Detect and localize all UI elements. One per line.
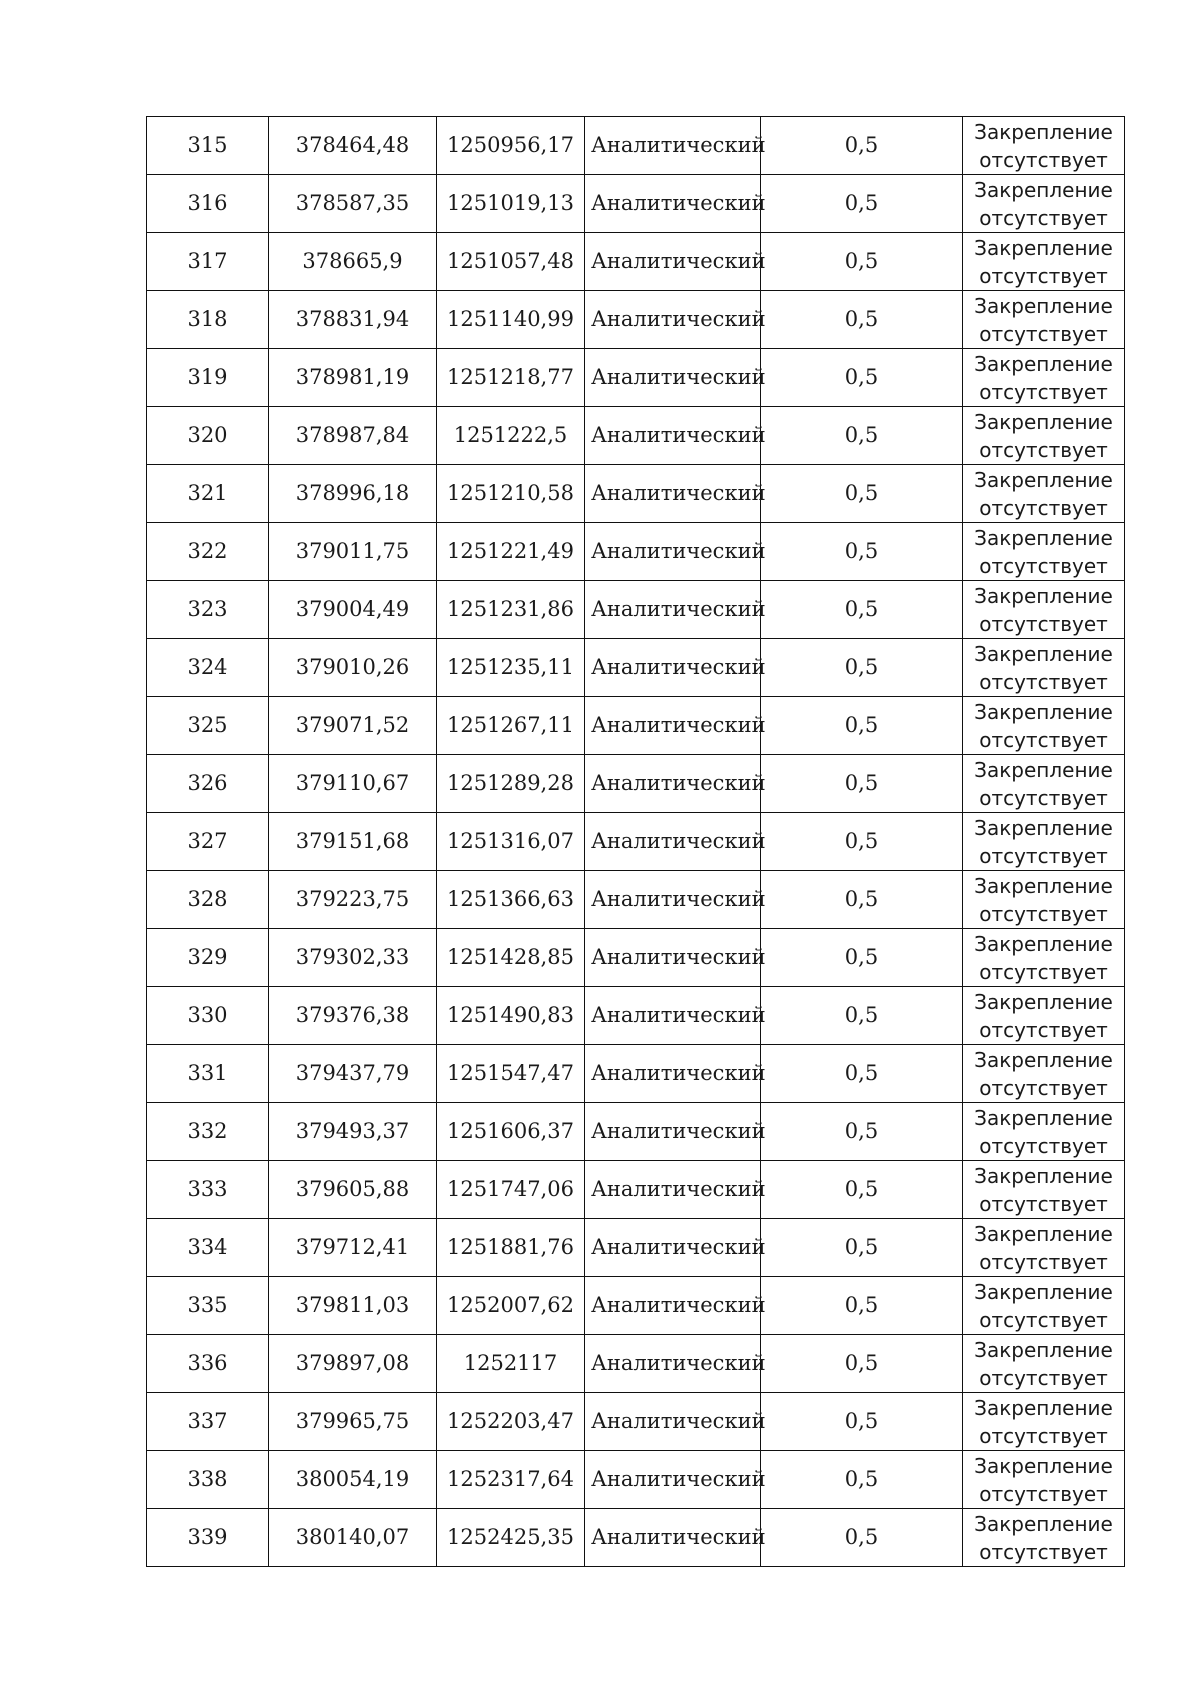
y-coordinate-cell: 1251428,85 bbox=[437, 929, 585, 987]
fixation-cell bbox=[963, 1219, 1125, 1277]
fixation-cell bbox=[963, 813, 1125, 871]
method-cell: Аналитический bbox=[585, 349, 761, 407]
point-number-cell: 338 bbox=[147, 1451, 269, 1509]
point-number-cell: 329 bbox=[147, 929, 269, 987]
fixation-line-2: отсутствует bbox=[979, 1249, 1108, 1274]
table-row bbox=[147, 1393, 1125, 1451]
method-cell: Аналитический bbox=[585, 697, 761, 755]
table-row bbox=[147, 987, 1125, 1045]
x-coordinate-cell: 379437,79 bbox=[269, 1045, 437, 1103]
x-coordinate-cell: 378981,19 bbox=[269, 349, 437, 407]
fixation-cell bbox=[963, 871, 1125, 929]
point-number-cell: 330 bbox=[147, 987, 269, 1045]
fixation-cell bbox=[963, 117, 1125, 175]
method-cell: Аналитический bbox=[585, 175, 761, 233]
point-number-cell: 334 bbox=[147, 1219, 269, 1277]
y-coordinate-cell: 1251235,11 bbox=[437, 639, 585, 697]
table-row bbox=[147, 1161, 1125, 1219]
fixation-line-2: отсутствует bbox=[979, 1133, 1108, 1158]
table-row bbox=[147, 871, 1125, 929]
precision-cell: 0,5 bbox=[761, 1277, 963, 1335]
fixation-line-1: Закрепление bbox=[974, 815, 1113, 840]
point-number-cell: 337 bbox=[147, 1393, 269, 1451]
precision-cell: 0,5 bbox=[761, 1509, 963, 1567]
fixation-line-2: отсутствует bbox=[979, 611, 1108, 636]
method-cell: Аналитический bbox=[585, 1277, 761, 1335]
precision-cell: 0,5 bbox=[761, 1045, 963, 1103]
x-coordinate-cell: 379605,88 bbox=[269, 1161, 437, 1219]
fixation-line-2: отсутствует bbox=[979, 1075, 1108, 1100]
fixation-line-2: отсутствует bbox=[979, 959, 1108, 984]
point-number-cell: 325 bbox=[147, 697, 269, 755]
point-number-cell: 332 bbox=[147, 1103, 269, 1161]
precision-cell: 0,5 bbox=[761, 1451, 963, 1509]
x-coordinate-cell: 379376,38 bbox=[269, 987, 437, 1045]
point-number-cell: 318 bbox=[147, 291, 269, 349]
y-coordinate-cell: 1252203,47 bbox=[437, 1393, 585, 1451]
method-cell: Аналитический bbox=[585, 407, 761, 465]
fixation-cell bbox=[963, 1161, 1125, 1219]
x-coordinate-cell: 379223,75 bbox=[269, 871, 437, 929]
fixation-cell bbox=[963, 1393, 1125, 1451]
fixation-line-1: Закрепление bbox=[974, 1337, 1113, 1362]
y-coordinate-cell: 1251366,63 bbox=[437, 871, 585, 929]
table-row bbox=[147, 117, 1125, 175]
point-number-cell: 322 bbox=[147, 523, 269, 581]
precision-cell: 0,5 bbox=[761, 465, 963, 523]
table-row bbox=[147, 581, 1125, 639]
fixation-cell bbox=[963, 929, 1125, 987]
fixation-line-2: отсутствует bbox=[979, 147, 1108, 172]
method-cell: Аналитический bbox=[585, 233, 761, 291]
x-coordinate-cell: 379151,68 bbox=[269, 813, 437, 871]
method-cell: Аналитический bbox=[585, 1451, 761, 1509]
precision-cell: 0,5 bbox=[761, 1161, 963, 1219]
fixation-line-2: отсутствует bbox=[979, 843, 1108, 868]
fixation-line-2: отсутствует bbox=[979, 1539, 1108, 1564]
fixation-cell bbox=[963, 175, 1125, 233]
table-row bbox=[147, 1103, 1125, 1161]
method-cell: Аналитический bbox=[585, 929, 761, 987]
fixation-line-1: Закрепление bbox=[974, 583, 1113, 608]
precision-cell: 0,5 bbox=[761, 175, 963, 233]
fixation-line-1: Закрепление bbox=[974, 351, 1113, 376]
x-coordinate-cell: 379071,52 bbox=[269, 697, 437, 755]
point-number-cell: 317 bbox=[147, 233, 269, 291]
fixation-line-1: Закрепление bbox=[974, 1105, 1113, 1130]
fixation-line-2: отсутствует bbox=[979, 1307, 1108, 1332]
point-number-cell: 335 bbox=[147, 1277, 269, 1335]
fixation-line-1: Закрепление bbox=[974, 1047, 1113, 1072]
precision-cell: 0,5 bbox=[761, 1335, 963, 1393]
method-cell: Аналитический bbox=[585, 523, 761, 581]
point-number-cell: 315 bbox=[147, 117, 269, 175]
method-cell: Аналитический bbox=[585, 1335, 761, 1393]
precision-cell: 0,5 bbox=[761, 291, 963, 349]
fixation-line-2: отсутствует bbox=[979, 1365, 1108, 1390]
precision-cell: 0,5 bbox=[761, 697, 963, 755]
y-coordinate-cell: 1251210,58 bbox=[437, 465, 585, 523]
fixation-cell bbox=[963, 581, 1125, 639]
fixation-line-1: Закрепление bbox=[974, 409, 1113, 434]
table-row bbox=[147, 755, 1125, 813]
fixation-cell bbox=[963, 1103, 1125, 1161]
y-coordinate-cell: 1252425,35 bbox=[437, 1509, 585, 1567]
precision-cell: 0,5 bbox=[761, 349, 963, 407]
table-row bbox=[147, 1509, 1125, 1567]
point-number-cell: 320 bbox=[147, 407, 269, 465]
precision-cell: 0,5 bbox=[761, 1103, 963, 1161]
method-cell: Аналитический bbox=[585, 813, 761, 871]
table-row bbox=[147, 1045, 1125, 1103]
fixation-line-2: отсутствует bbox=[979, 901, 1108, 926]
table-row bbox=[147, 639, 1125, 697]
table-row bbox=[147, 407, 1125, 465]
fixation-line-2: отсутствует bbox=[979, 553, 1108, 578]
y-coordinate-cell: 1251222,5 bbox=[437, 407, 585, 465]
fixation-line-1: Закрепление bbox=[974, 177, 1113, 202]
y-coordinate-cell: 1252007,62 bbox=[437, 1277, 585, 1335]
table-row bbox=[147, 233, 1125, 291]
method-cell: Аналитический bbox=[585, 117, 761, 175]
precision-cell: 0,5 bbox=[761, 1393, 963, 1451]
x-coordinate-cell: 378987,84 bbox=[269, 407, 437, 465]
fixation-line-1: Закрепление bbox=[974, 989, 1113, 1014]
y-coordinate-cell: 1252117 bbox=[437, 1335, 585, 1393]
precision-cell: 0,5 bbox=[761, 929, 963, 987]
y-coordinate-cell: 1250956,17 bbox=[437, 117, 585, 175]
fixation-cell bbox=[963, 697, 1125, 755]
fixation-line-2: отсутствует bbox=[979, 1191, 1108, 1216]
fixation-line-1: Закрепление bbox=[974, 699, 1113, 724]
point-number-cell: 339 bbox=[147, 1509, 269, 1567]
fixation-line-1: Закрепление bbox=[974, 1163, 1113, 1188]
fixation-cell bbox=[963, 1451, 1125, 1509]
table-row bbox=[147, 349, 1125, 407]
fixation-line-1: Закрепление bbox=[974, 525, 1113, 550]
precision-cell: 0,5 bbox=[761, 987, 963, 1045]
fixation-cell bbox=[963, 639, 1125, 697]
x-coordinate-cell: 378996,18 bbox=[269, 465, 437, 523]
point-number-cell: 326 bbox=[147, 755, 269, 813]
x-coordinate-cell: 379011,75 bbox=[269, 523, 437, 581]
fixation-cell bbox=[963, 349, 1125, 407]
table-row bbox=[147, 813, 1125, 871]
y-coordinate-cell: 1251231,86 bbox=[437, 581, 585, 639]
x-coordinate-cell: 379010,26 bbox=[269, 639, 437, 697]
x-coordinate-cell: 379897,08 bbox=[269, 1335, 437, 1393]
table-row bbox=[147, 465, 1125, 523]
fixation-line-2: отсутствует bbox=[979, 379, 1108, 404]
method-cell: Аналитический bbox=[585, 1045, 761, 1103]
x-coordinate-cell: 379302,33 bbox=[269, 929, 437, 987]
fixation-line-1: Закрепление bbox=[974, 873, 1113, 898]
precision-cell: 0,5 bbox=[761, 523, 963, 581]
fixation-cell bbox=[963, 465, 1125, 523]
x-coordinate-cell: 378831,94 bbox=[269, 291, 437, 349]
method-cell: Аналитический bbox=[585, 871, 761, 929]
method-cell: Аналитический bbox=[585, 581, 761, 639]
precision-cell: 0,5 bbox=[761, 581, 963, 639]
method-cell: Аналитический bbox=[585, 755, 761, 813]
x-coordinate-cell: 378587,35 bbox=[269, 175, 437, 233]
fixation-cell bbox=[963, 755, 1125, 813]
precision-cell: 0,5 bbox=[761, 1219, 963, 1277]
fixation-line-1: Закрепление bbox=[974, 931, 1113, 956]
fixation-line-2: отсутствует bbox=[979, 495, 1108, 520]
x-coordinate-cell: 379110,67 bbox=[269, 755, 437, 813]
method-cell: Аналитический bbox=[585, 639, 761, 697]
point-number-cell: 336 bbox=[147, 1335, 269, 1393]
point-number-cell: 321 bbox=[147, 465, 269, 523]
x-coordinate-cell: 379811,03 bbox=[269, 1277, 437, 1335]
point-number-cell: 323 bbox=[147, 581, 269, 639]
method-cell: Аналитический bbox=[585, 1393, 761, 1451]
point-number-cell: 328 bbox=[147, 871, 269, 929]
y-coordinate-cell: 1251881,76 bbox=[437, 1219, 585, 1277]
y-coordinate-cell: 1251289,28 bbox=[437, 755, 585, 813]
fixation-line-1: Закрепление bbox=[974, 1395, 1113, 1420]
fixation-cell bbox=[963, 1335, 1125, 1393]
fixation-line-1: Закрепление bbox=[974, 467, 1113, 492]
x-coordinate-cell: 379712,41 bbox=[269, 1219, 437, 1277]
fixation-line-2: отсутствует bbox=[979, 1481, 1108, 1506]
x-coordinate-cell: 379965,75 bbox=[269, 1393, 437, 1451]
fixation-line-2: отсутствует bbox=[979, 263, 1108, 288]
method-cell: Аналитический bbox=[585, 1103, 761, 1161]
fixation-line-1: Закрепление bbox=[974, 235, 1113, 260]
fixation-line-2: отсутствует bbox=[979, 669, 1108, 694]
fixation-line-2: отсутствует bbox=[979, 1423, 1108, 1448]
table-row bbox=[147, 1451, 1125, 1509]
coordinates-table bbox=[146, 116, 1125, 1567]
fixation-cell bbox=[963, 1277, 1125, 1335]
fixation-line-1: Закрепление bbox=[974, 757, 1113, 782]
y-coordinate-cell: 1252317,64 bbox=[437, 1451, 585, 1509]
table-row bbox=[147, 1219, 1125, 1277]
y-coordinate-cell: 1251547,47 bbox=[437, 1045, 585, 1103]
fixation-line-2: отсутствует bbox=[979, 205, 1108, 230]
table-row bbox=[147, 291, 1125, 349]
y-coordinate-cell: 1251221,49 bbox=[437, 523, 585, 581]
precision-cell: 0,5 bbox=[761, 813, 963, 871]
fixation-line-1: Закрепление bbox=[974, 1511, 1113, 1536]
precision-cell: 0,5 bbox=[761, 755, 963, 813]
table-row bbox=[147, 1335, 1125, 1393]
method-cell: Аналитический bbox=[585, 1219, 761, 1277]
fixation-cell bbox=[963, 1509, 1125, 1567]
y-coordinate-cell: 1251606,37 bbox=[437, 1103, 585, 1161]
y-coordinate-cell: 1251267,11 bbox=[437, 697, 585, 755]
fixation-line-2: отсутствует bbox=[979, 727, 1108, 752]
table-row bbox=[147, 929, 1125, 987]
fixation-line-1: Закрепление bbox=[974, 1221, 1113, 1246]
x-coordinate-cell: 380054,19 bbox=[269, 1451, 437, 1509]
precision-cell: 0,5 bbox=[761, 639, 963, 697]
x-coordinate-cell: 378464,48 bbox=[269, 117, 437, 175]
y-coordinate-cell: 1251218,77 bbox=[437, 349, 585, 407]
coordinates-table-body bbox=[147, 117, 1125, 1567]
precision-cell: 0,5 bbox=[761, 407, 963, 465]
point-number-cell: 316 bbox=[147, 175, 269, 233]
fixation-cell bbox=[963, 233, 1125, 291]
method-cell: Аналитический bbox=[585, 291, 761, 349]
precision-cell: 0,5 bbox=[761, 117, 963, 175]
fixation-cell bbox=[963, 523, 1125, 581]
table-row bbox=[147, 697, 1125, 755]
method-cell: Аналитический bbox=[585, 1161, 761, 1219]
x-coordinate-cell: 378665,9 bbox=[269, 233, 437, 291]
fixation-line-1: Закрепление bbox=[974, 293, 1113, 318]
method-cell: Аналитический bbox=[585, 1509, 761, 1567]
fixation-line-2: отсутствует bbox=[979, 321, 1108, 346]
point-number-cell: 333 bbox=[147, 1161, 269, 1219]
fixation-cell bbox=[963, 1045, 1125, 1103]
x-coordinate-cell: 380140,07 bbox=[269, 1509, 437, 1567]
y-coordinate-cell: 1251019,13 bbox=[437, 175, 585, 233]
precision-cell: 0,5 bbox=[761, 233, 963, 291]
fixation-line-1: Закрепление bbox=[974, 119, 1113, 144]
fixation-line-2: отсутствует bbox=[979, 785, 1108, 810]
fixation-cell bbox=[963, 291, 1125, 349]
y-coordinate-cell: 1251747,06 bbox=[437, 1161, 585, 1219]
table-row bbox=[147, 523, 1125, 581]
table-row bbox=[147, 1277, 1125, 1335]
x-coordinate-cell: 379493,37 bbox=[269, 1103, 437, 1161]
fixation-cell bbox=[963, 407, 1125, 465]
y-coordinate-cell: 1251316,07 bbox=[437, 813, 585, 871]
method-cell: Аналитический bbox=[585, 987, 761, 1045]
fixation-line-1: Закрепление bbox=[974, 1279, 1113, 1304]
method-cell: Аналитический bbox=[585, 465, 761, 523]
precision-cell: 0,5 bbox=[761, 871, 963, 929]
fixation-line-2: отсутствует bbox=[979, 1017, 1108, 1042]
point-number-cell: 324 bbox=[147, 639, 269, 697]
table-row bbox=[147, 175, 1125, 233]
fixation-line-1: Закрепление bbox=[974, 1453, 1113, 1478]
fixation-line-1: Закрепление bbox=[974, 641, 1113, 666]
y-coordinate-cell: 1251057,48 bbox=[437, 233, 585, 291]
point-number-cell: 327 bbox=[147, 813, 269, 871]
point-number-cell: 331 bbox=[147, 1045, 269, 1103]
fixation-line-2: отсутствует bbox=[979, 437, 1108, 462]
y-coordinate-cell: 1251140,99 bbox=[437, 291, 585, 349]
x-coordinate-cell: 379004,49 bbox=[269, 581, 437, 639]
fixation-cell bbox=[963, 987, 1125, 1045]
point-number-cell: 319 bbox=[147, 349, 269, 407]
y-coordinate-cell: 1251490,83 bbox=[437, 987, 585, 1045]
